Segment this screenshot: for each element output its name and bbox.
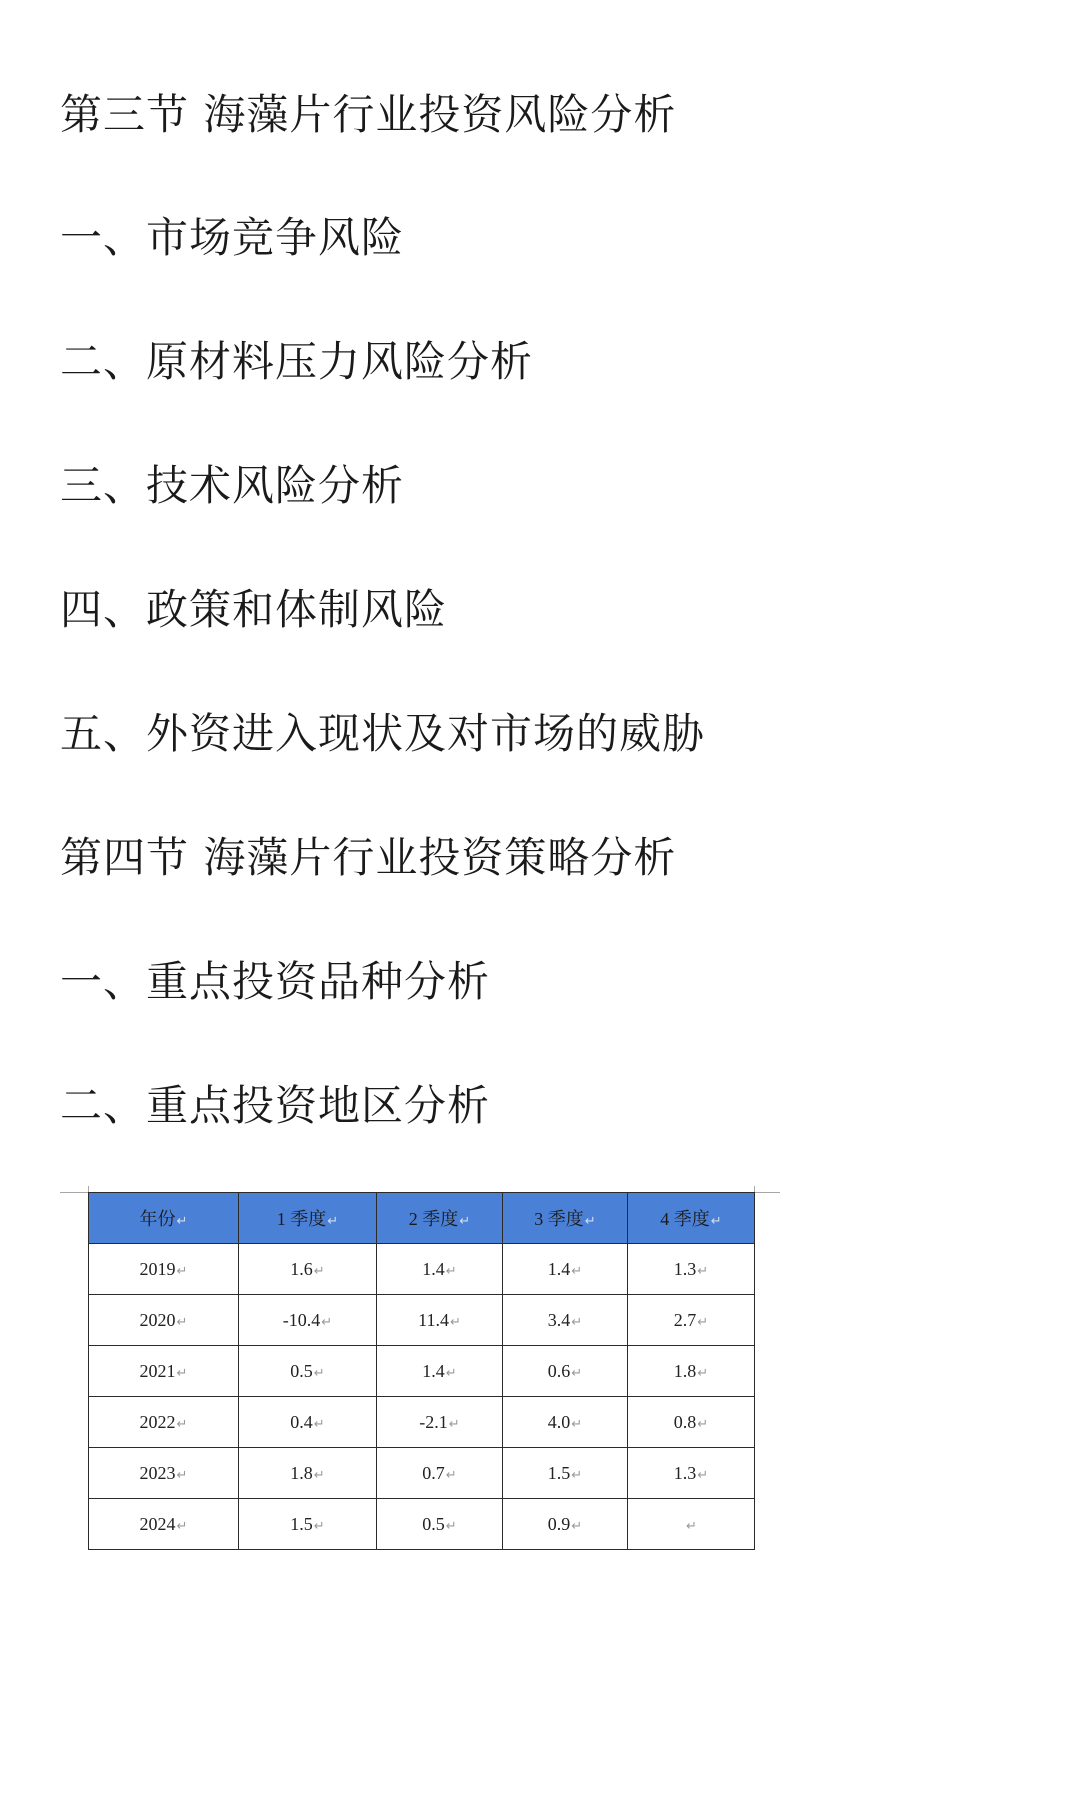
subheading-foreign-capital-threat: 五、外资进入现状及对市场的威胁 <box>60 709 706 758</box>
table-row <box>89 1244 755 1295</box>
cell-q3: 0.6↵ <box>503 1346 628 1397</box>
cell-q2: -2.1↵ <box>377 1397 503 1448</box>
subheading-technical-risk: 三、技术风险分析 <box>60 461 405 510</box>
cell-q2: 0.5↵ <box>377 1499 503 1550</box>
cell-q4: ↵ <box>628 1499 755 1550</box>
subheading-key-varieties: 一、重点投资品种分析 <box>60 957 491 1006</box>
cell-q4: 0.8↵ <box>628 1397 755 1448</box>
cell-year: 2024↵ <box>89 1499 239 1550</box>
header-q4: 4 季度↵ <box>628 1193 755 1244</box>
cell-year: 2019↵ <box>89 1244 239 1295</box>
cell-q2: 11.4↵ <box>377 1295 503 1346</box>
cell-q4: 1.3↵ <box>628 1448 755 1499</box>
subheading-key-regions: 二、重点投资地区分析 <box>60 1081 491 1130</box>
cell-year: 2021↵ <box>89 1346 239 1397</box>
section-heading-4: 第四节 海藻片行业投资策略分析 <box>60 833 677 882</box>
cell-q3: 3.4↵ <box>503 1295 628 1346</box>
cell-year: 2020↵ <box>89 1295 239 1346</box>
table-row <box>89 1346 755 1397</box>
cell-q1: 1.8↵ <box>239 1448 377 1499</box>
cell-q3: 4.0↵ <box>503 1397 628 1448</box>
cell-q4: 1.3↵ <box>628 1244 755 1295</box>
header-q1: 1 季度↵ <box>239 1193 377 1244</box>
cell-q1: 0.4↵ <box>239 1397 377 1448</box>
table-row <box>89 1397 755 1448</box>
header-q3: 3 季度↵ <box>503 1193 628 1244</box>
cell-q3: 0.9↵ <box>503 1499 628 1550</box>
quarterly-data-table-container <box>60 1180 780 1560</box>
cell-year: 2023↵ <box>89 1448 239 1499</box>
cell-q2: 0.7↵ <box>377 1448 503 1499</box>
table-row <box>89 1448 755 1499</box>
header-q2: 2 季度↵ <box>377 1193 503 1244</box>
table-row <box>89 1499 755 1550</box>
cell-q2: 1.4↵ <box>377 1244 503 1295</box>
quarterly-data-table <box>88 1192 755 1550</box>
table-header-row <box>89 1193 755 1244</box>
header-year: 年份↵ <box>89 1193 239 1244</box>
cell-q1: 1.5↵ <box>239 1499 377 1550</box>
cell-q3: 1.5↵ <box>503 1448 628 1499</box>
cell-q2: 1.4↵ <box>377 1346 503 1397</box>
section-heading-3: 第三节 海藻片行业投资风险分析 <box>60 90 677 139</box>
cell-q1: -10.4↵ <box>239 1295 377 1346</box>
cell-q3: 1.4↵ <box>503 1244 628 1295</box>
cell-q1: 0.5↵ <box>239 1346 377 1397</box>
cell-year: 2022↵ <box>89 1397 239 1448</box>
cell-q4: 1.8↵ <box>628 1346 755 1397</box>
cell-q4: 2.7↵ <box>628 1295 755 1346</box>
subheading-policy-risk: 四、政策和体制风险 <box>60 585 448 634</box>
cell-q1: 1.6↵ <box>239 1244 377 1295</box>
subheading-raw-material-risk: 二、原材料压力风险分析 <box>60 337 534 386</box>
subheading-market-competition-risk: 一、市场竞争风险 <box>60 213 405 262</box>
table-row <box>89 1295 755 1346</box>
